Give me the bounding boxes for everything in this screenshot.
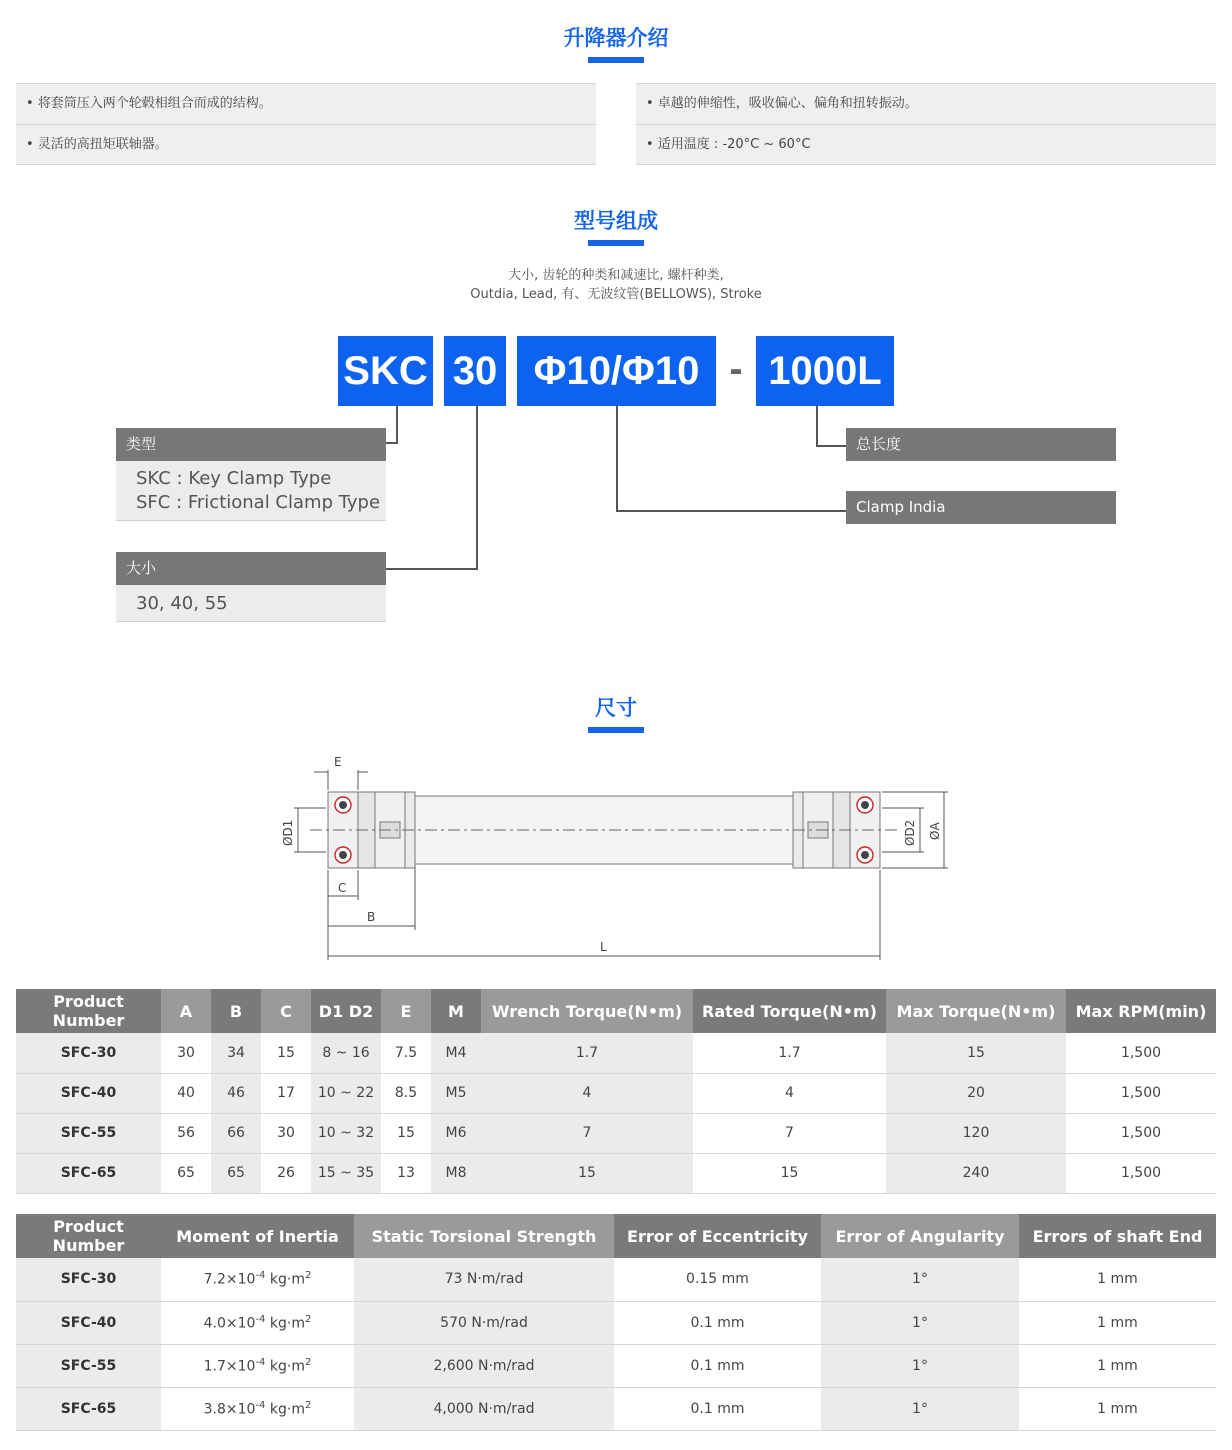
eccentricity-cell: 0.1 mm	[614, 1301, 821, 1344]
product-number-cell: SFC-40	[16, 1301, 161, 1344]
inertia-part: kg·m	[265, 1401, 305, 1418]
table-cell: 4	[481, 1073, 693, 1113]
table-cell: 40	[161, 1073, 211, 1113]
connector-clamp	[616, 406, 618, 512]
inertia-part: kg·m	[265, 1272, 305, 1289]
table-cell: 1,500	[1066, 1153, 1216, 1193]
inertia-part: 2	[304, 1356, 312, 1368]
product-number-cell: SFC-55	[16, 1344, 161, 1387]
table-cell: 15	[261, 1033, 311, 1073]
table-cell: 15	[481, 1153, 693, 1193]
col-header: B	[211, 989, 261, 1033]
code-dash: -	[729, 347, 743, 391]
inertia-cell	[161, 1387, 354, 1430]
table-cell: 26	[261, 1153, 311, 1193]
table-cell: 15	[693, 1153, 886, 1193]
model-title-bar	[588, 240, 644, 246]
dim-label-c: C	[338, 881, 347, 895]
inertia-part: kg·m	[265, 1315, 305, 1332]
code-clamp-box: Φ10/Φ10	[517, 336, 716, 406]
table-cell: 1.7	[481, 1033, 693, 1073]
table-cell: 17	[261, 1073, 311, 1113]
table-cell: 8 ~ 16	[311, 1033, 381, 1073]
model-title: 型号组成	[574, 209, 658, 233]
table-row	[16, 1113, 1216, 1153]
table-cell: M4	[431, 1033, 481, 1073]
inertia-part: 7.2×10	[203, 1272, 256, 1289]
col-header: Max Torque(N•m)	[886, 989, 1066, 1033]
strength-cell: 4,000 N·m/rad	[354, 1387, 614, 1430]
inertia-part: -4	[255, 1313, 266, 1325]
product-number-cell: SFC-65	[16, 1153, 161, 1193]
shaft-end-cell: 1 mm	[1019, 1344, 1216, 1387]
model-desc-line2: Outdia, Lead, 有、无波纹管(BELLOWS), Stroke	[470, 287, 762, 302]
table-row	[16, 1033, 1216, 1073]
table-row	[16, 1258, 1216, 1301]
size-label: 大小	[116, 552, 386, 585]
intro-item: • 将套筒压入两个轮毂相组合而成的结构。	[26, 96, 272, 111]
shaft-end-cell: 1 mm	[1019, 1258, 1216, 1301]
intro-title-bar	[588, 57, 644, 63]
inertia-part: kg·m	[265, 1358, 305, 1375]
inertia-part: -4	[255, 1399, 266, 1411]
shaft-end-cell: 1 mm	[1019, 1301, 1216, 1344]
inertia-part: 4.0×10	[203, 1315, 256, 1332]
spec-table-2	[16, 1214, 1216, 1431]
inertia-part: 1.7×10	[203, 1358, 256, 1375]
connector-type-h	[386, 442, 398, 444]
table-cell: 10 ~ 32	[311, 1113, 381, 1153]
col-header: Rated Torque(N•m)	[693, 989, 886, 1033]
table-cell: M6	[431, 1113, 481, 1153]
strength-cell: 73 N·m/rad	[354, 1258, 614, 1301]
inertia-cell	[161, 1301, 354, 1344]
table-cell: 13	[381, 1153, 431, 1193]
table-cell: 30	[261, 1113, 311, 1153]
strength-cell: 570 N·m/rad	[354, 1301, 614, 1344]
table-row	[16, 1344, 1216, 1387]
col-header: E	[381, 989, 431, 1033]
code-type-box: SKC	[338, 336, 433, 406]
product-number-cell: SFC-55	[16, 1113, 161, 1153]
inertia-part: -4	[255, 1356, 266, 1368]
code-size-box: 30	[444, 336, 506, 406]
table-cell: 15	[886, 1033, 1066, 1073]
table-cell: 7	[481, 1113, 693, 1153]
table-cell: 1,500	[1066, 1073, 1216, 1113]
intro-item: • 适用温度 : -20°C ~ 60°C	[636, 124, 1216, 164]
inertia-part: 2	[304, 1399, 312, 1411]
intro-title: 升降器介绍	[563, 26, 669, 50]
table-header-row	[16, 989, 1216, 1033]
table-cell: 34	[211, 1033, 261, 1073]
table-cell: 240	[886, 1153, 1066, 1193]
table-cell: 7.5	[381, 1033, 431, 1073]
coupling-drawing	[270, 750, 970, 965]
length-label: 总长度	[846, 428, 1116, 461]
angularity-cell: 1°	[821, 1301, 1019, 1344]
intro-left-list	[16, 83, 596, 165]
table-cell: 8.5	[381, 1073, 431, 1113]
connector-type	[396, 406, 398, 444]
product-number-cell: SFC-30	[16, 1033, 161, 1073]
intro-item: • 灵活的高扭矩联轴器。	[16, 124, 596, 164]
dim-label-b: B	[367, 910, 376, 924]
table-cell: M8	[431, 1153, 481, 1193]
table-row	[16, 1301, 1216, 1344]
angularity-cell: 1°	[821, 1344, 1019, 1387]
col-header: Product Number	[16, 1214, 161, 1258]
size-value: 30, 40, 55	[116, 585, 386, 622]
col-header: C	[261, 989, 311, 1033]
col-header: M	[431, 989, 481, 1033]
connector-clamp-h	[616, 510, 846, 512]
col-header: Error of Eccentricity	[614, 1214, 821, 1258]
inertia-part: -4	[255, 1270, 266, 1282]
col-header: Product Number	[16, 989, 161, 1033]
strength-cell: 2,600 N·m/rad	[354, 1344, 614, 1387]
col-header: Error of Angularity	[821, 1214, 1019, 1258]
product-number-cell: SFC-40	[16, 1073, 161, 1113]
table-cell: 20	[886, 1073, 1066, 1113]
table-cell: 120	[886, 1113, 1066, 1153]
connector-size-h	[386, 568, 478, 570]
type-values	[116, 461, 386, 521]
eccentricity-cell: 0.15 mm	[614, 1258, 821, 1301]
dimensions-title-bar	[588, 727, 644, 733]
col-header: Max RPM(min)	[1066, 989, 1216, 1033]
eccentricity-cell: 0.1 mm	[614, 1387, 821, 1430]
table-cell: 66	[211, 1113, 261, 1153]
table-cell: 10 ~ 22	[311, 1073, 381, 1113]
type-value: SFC : Frictional Clamp Type	[136, 492, 381, 513]
intro-right-list	[636, 83, 1216, 165]
product-number-cell: SFC-30	[16, 1258, 161, 1301]
connector-size	[476, 406, 478, 570]
table-row	[16, 1073, 1216, 1113]
type-value: SKC : Key Clamp Type	[136, 468, 332, 489]
dim-label-d1: ØD1	[281, 819, 295, 846]
table-cell: 15	[381, 1113, 431, 1153]
table-row	[16, 1153, 1216, 1193]
table-row	[16, 1387, 1216, 1430]
col-header: Wrench Torque(N•m)	[481, 989, 693, 1033]
col-header: Errors of shaft End	[1019, 1214, 1216, 1258]
inertia-cell	[161, 1344, 354, 1387]
model-desc-line1: 大小, 齿轮的种类和减速比, 螺杆种类,	[508, 268, 724, 283]
shaft-end-cell: 1 mm	[1019, 1387, 1216, 1430]
table-cell: 7	[693, 1113, 886, 1153]
clamp-label: Clamp India	[846, 491, 1116, 524]
col-header: D1 D2	[311, 989, 381, 1033]
table-cell: 1.7	[693, 1033, 886, 1073]
angularity-cell: 1°	[821, 1387, 1019, 1430]
table-cell: 65	[161, 1153, 211, 1193]
inertia-cell	[161, 1258, 354, 1301]
table-cell: 46	[211, 1073, 261, 1113]
inertia-part: 2	[304, 1313, 312, 1325]
inertia-part: 3.8×10	[203, 1401, 256, 1418]
table-cell: 56	[161, 1113, 211, 1153]
dim-label-a: ØA	[928, 822, 942, 840]
table-header-row	[16, 1214, 1216, 1258]
col-header: Static Torsional Strength	[354, 1214, 614, 1258]
table-cell: 30	[161, 1033, 211, 1073]
spec-table-1	[16, 989, 1216, 1194]
connector-length-h	[816, 445, 846, 447]
dimensions-title: 尺寸	[595, 696, 637, 720]
intro-item: • 卓越的伸缩性，吸收偏心、偏角和扭转振动。	[646, 96, 918, 111]
table-cell: 1,500	[1066, 1033, 1216, 1073]
table-cell: 15 ~ 35	[311, 1153, 381, 1193]
table-cell: 65	[211, 1153, 261, 1193]
dim-label-d2: ØD2	[903, 819, 917, 846]
table-cell: 4	[693, 1073, 886, 1113]
type-label: 类型	[116, 428, 386, 461]
code-length-box: 1000L	[756, 336, 894, 406]
eccentricity-cell: 0.1 mm	[614, 1344, 821, 1387]
col-header: A	[161, 989, 211, 1033]
connector-length	[816, 406, 818, 447]
col-header: Moment of Inertia	[161, 1214, 354, 1258]
dim-label-e: E	[334, 755, 342, 769]
inertia-part: 2	[304, 1270, 312, 1282]
table-cell: M5	[431, 1073, 481, 1113]
dim-label-l: L	[600, 940, 607, 954]
table-cell: 1,500	[1066, 1113, 1216, 1153]
product-number-cell: SFC-65	[16, 1387, 161, 1430]
angularity-cell: 1°	[821, 1258, 1019, 1301]
